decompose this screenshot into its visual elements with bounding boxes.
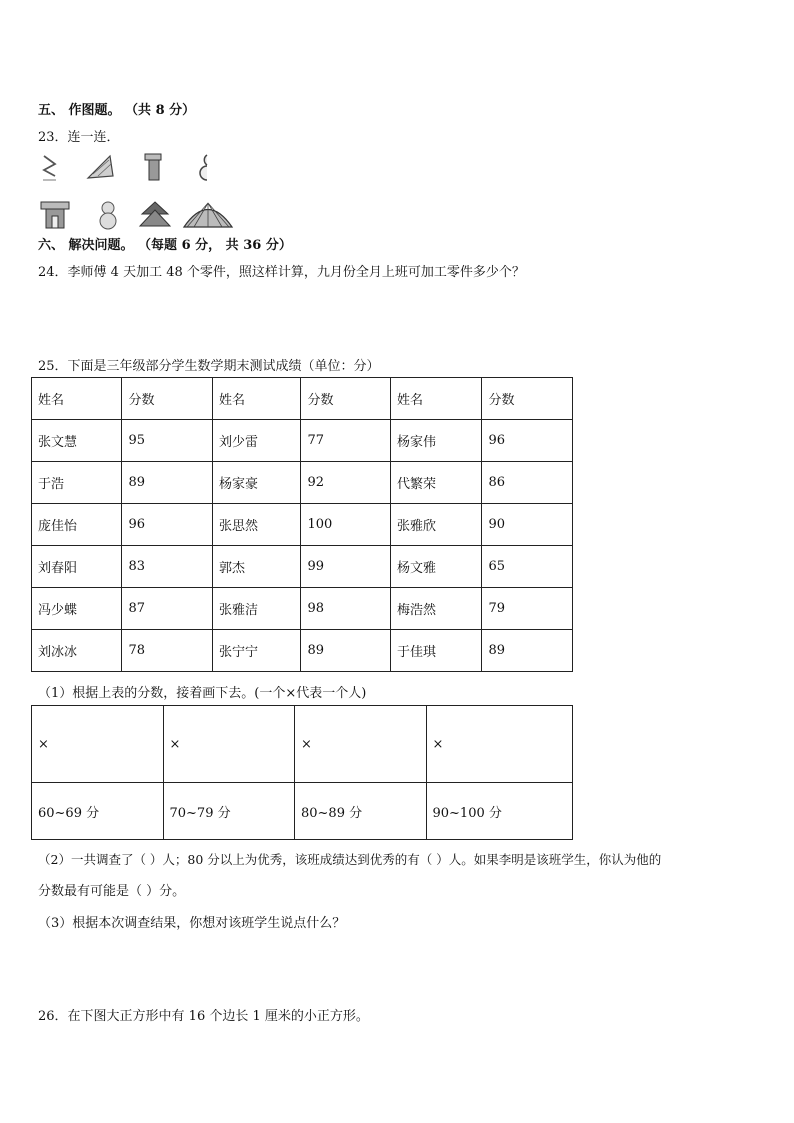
table-cell: 冯少蝶 [32, 588, 122, 630]
table-cell: 96 [122, 504, 213, 546]
umbrella-icon [182, 200, 234, 234]
table-row [32, 588, 573, 630]
table-cell: 梅浩然 [391, 588, 482, 630]
table-cell: 83 [122, 546, 213, 588]
table-row [32, 504, 573, 546]
table-header-cell: 分数 [122, 378, 213, 420]
table-cell: 65 [482, 546, 573, 588]
table-cell: 张宁宁 [212, 630, 300, 672]
table-header-cell: 姓名 [32, 378, 122, 420]
table-cell: 刘少雷 [212, 420, 300, 462]
table-cell: 杨文雅 [391, 546, 482, 588]
table-cell: 99 [301, 546, 391, 588]
table-cell: 于浩 [32, 462, 122, 504]
table-cell: 89 [482, 630, 573, 672]
table-cell: 79 [482, 588, 573, 630]
table-row [32, 546, 573, 588]
table-cell: 张思然 [212, 504, 300, 546]
tally-range-cell: 60~69 分 [32, 783, 164, 840]
table-header-cell: 姓名 [391, 378, 482, 420]
table-row [32, 630, 573, 672]
table-cell: 95 [122, 420, 213, 462]
table-header-cell: 姓名 [212, 378, 300, 420]
half-house-icon [142, 152, 164, 186]
table-cell: 100 [301, 504, 391, 546]
section6-title: 六、 解决问题。 （每题 6 分， 共 36 分） [38, 238, 292, 253]
table-cell: 89 [301, 630, 391, 672]
table-cell: 庞佳怡 [32, 504, 122, 546]
table-cell: 86 [482, 462, 573, 504]
tally-mark-cell: × [426, 706, 573, 783]
table-header-cell: 分数 [482, 378, 573, 420]
table-cell: 98 [301, 588, 391, 630]
table-header-cell: 分数 [301, 378, 391, 420]
scores-table [31, 377, 573, 672]
table-cell: 89 [122, 462, 213, 504]
tally-mark-cell: × [163, 706, 295, 783]
table-cell: 90 [482, 504, 573, 546]
table-cell: 代繁荣 [391, 462, 482, 504]
table-cell: 郭杰 [212, 546, 300, 588]
table-cell: 92 [301, 462, 391, 504]
q23-text: 23．连一连． [38, 130, 120, 145]
tally-mark-cell: × [32, 706, 164, 783]
table-cell: 张雅洁 [212, 588, 300, 630]
table-cell: 张雅欣 [391, 504, 482, 546]
tally-range-cell: 90~100 分 [426, 783, 573, 840]
q25-part2-line2: 分数最有可能是（ ）分。 [38, 884, 186, 899]
tree-icon [138, 200, 172, 234]
q25-text: 25．下面是三年级部分学生数学期末测试成绩（单位：分） [38, 359, 380, 374]
table-cell: 刘春阳 [32, 546, 122, 588]
table-cell: 杨家伟 [391, 420, 482, 462]
table-header-row [32, 378, 573, 420]
half-snowman-icon [196, 152, 210, 186]
snowman-icon [96, 200, 120, 234]
q26-text: 26．在下图大正方形中有 16 个边长 1 厘米的小正方形。 [38, 1009, 369, 1024]
tally-marks-row [32, 706, 573, 783]
house-icon [40, 200, 70, 234]
tally-mark-cell: × [295, 706, 427, 783]
table-cell: 77 [301, 420, 391, 462]
table-cell: 于佳琪 [391, 630, 482, 672]
tally-table [31, 705, 573, 840]
table-row [32, 462, 573, 504]
tally-range-cell: 70~79 分 [163, 783, 295, 840]
table-cell: 杨家豪 [212, 462, 300, 504]
tally-ranges-row [32, 783, 573, 840]
table-cell: 刘冰冰 [32, 630, 122, 672]
half-umbrella-icon [85, 152, 115, 186]
q24-text: 24．李师傅 4 天加工 48 个零件，照这样计算，九月份全月上班可加工零件多少个？ [38, 265, 525, 280]
q25-part1: （1）根据上表的分数，接着画下去。(一个×代表一个人) [38, 686, 367, 701]
table-cell: 张文慧 [32, 420, 122, 462]
table-row [32, 420, 573, 462]
table-cell: 87 [122, 588, 213, 630]
tally-range-cell: 80~89 分 [295, 783, 427, 840]
broken-shape-1-icon [40, 152, 60, 186]
table-cell: 78 [122, 630, 213, 672]
q25-part3: （3）根据本次调查结果，你想对该班学生说点什么？ [38, 916, 346, 931]
section5-title: 五、 作图题。 （共 8 分） [38, 103, 196, 118]
q25-part2-line1: （2）一共调查了（ ）人；80 分以上为优秀，该班成绩达到优秀的有（ ）人。如果李明是该班学生，你认为他的 [38, 852, 662, 867]
table-cell: 96 [482, 420, 573, 462]
